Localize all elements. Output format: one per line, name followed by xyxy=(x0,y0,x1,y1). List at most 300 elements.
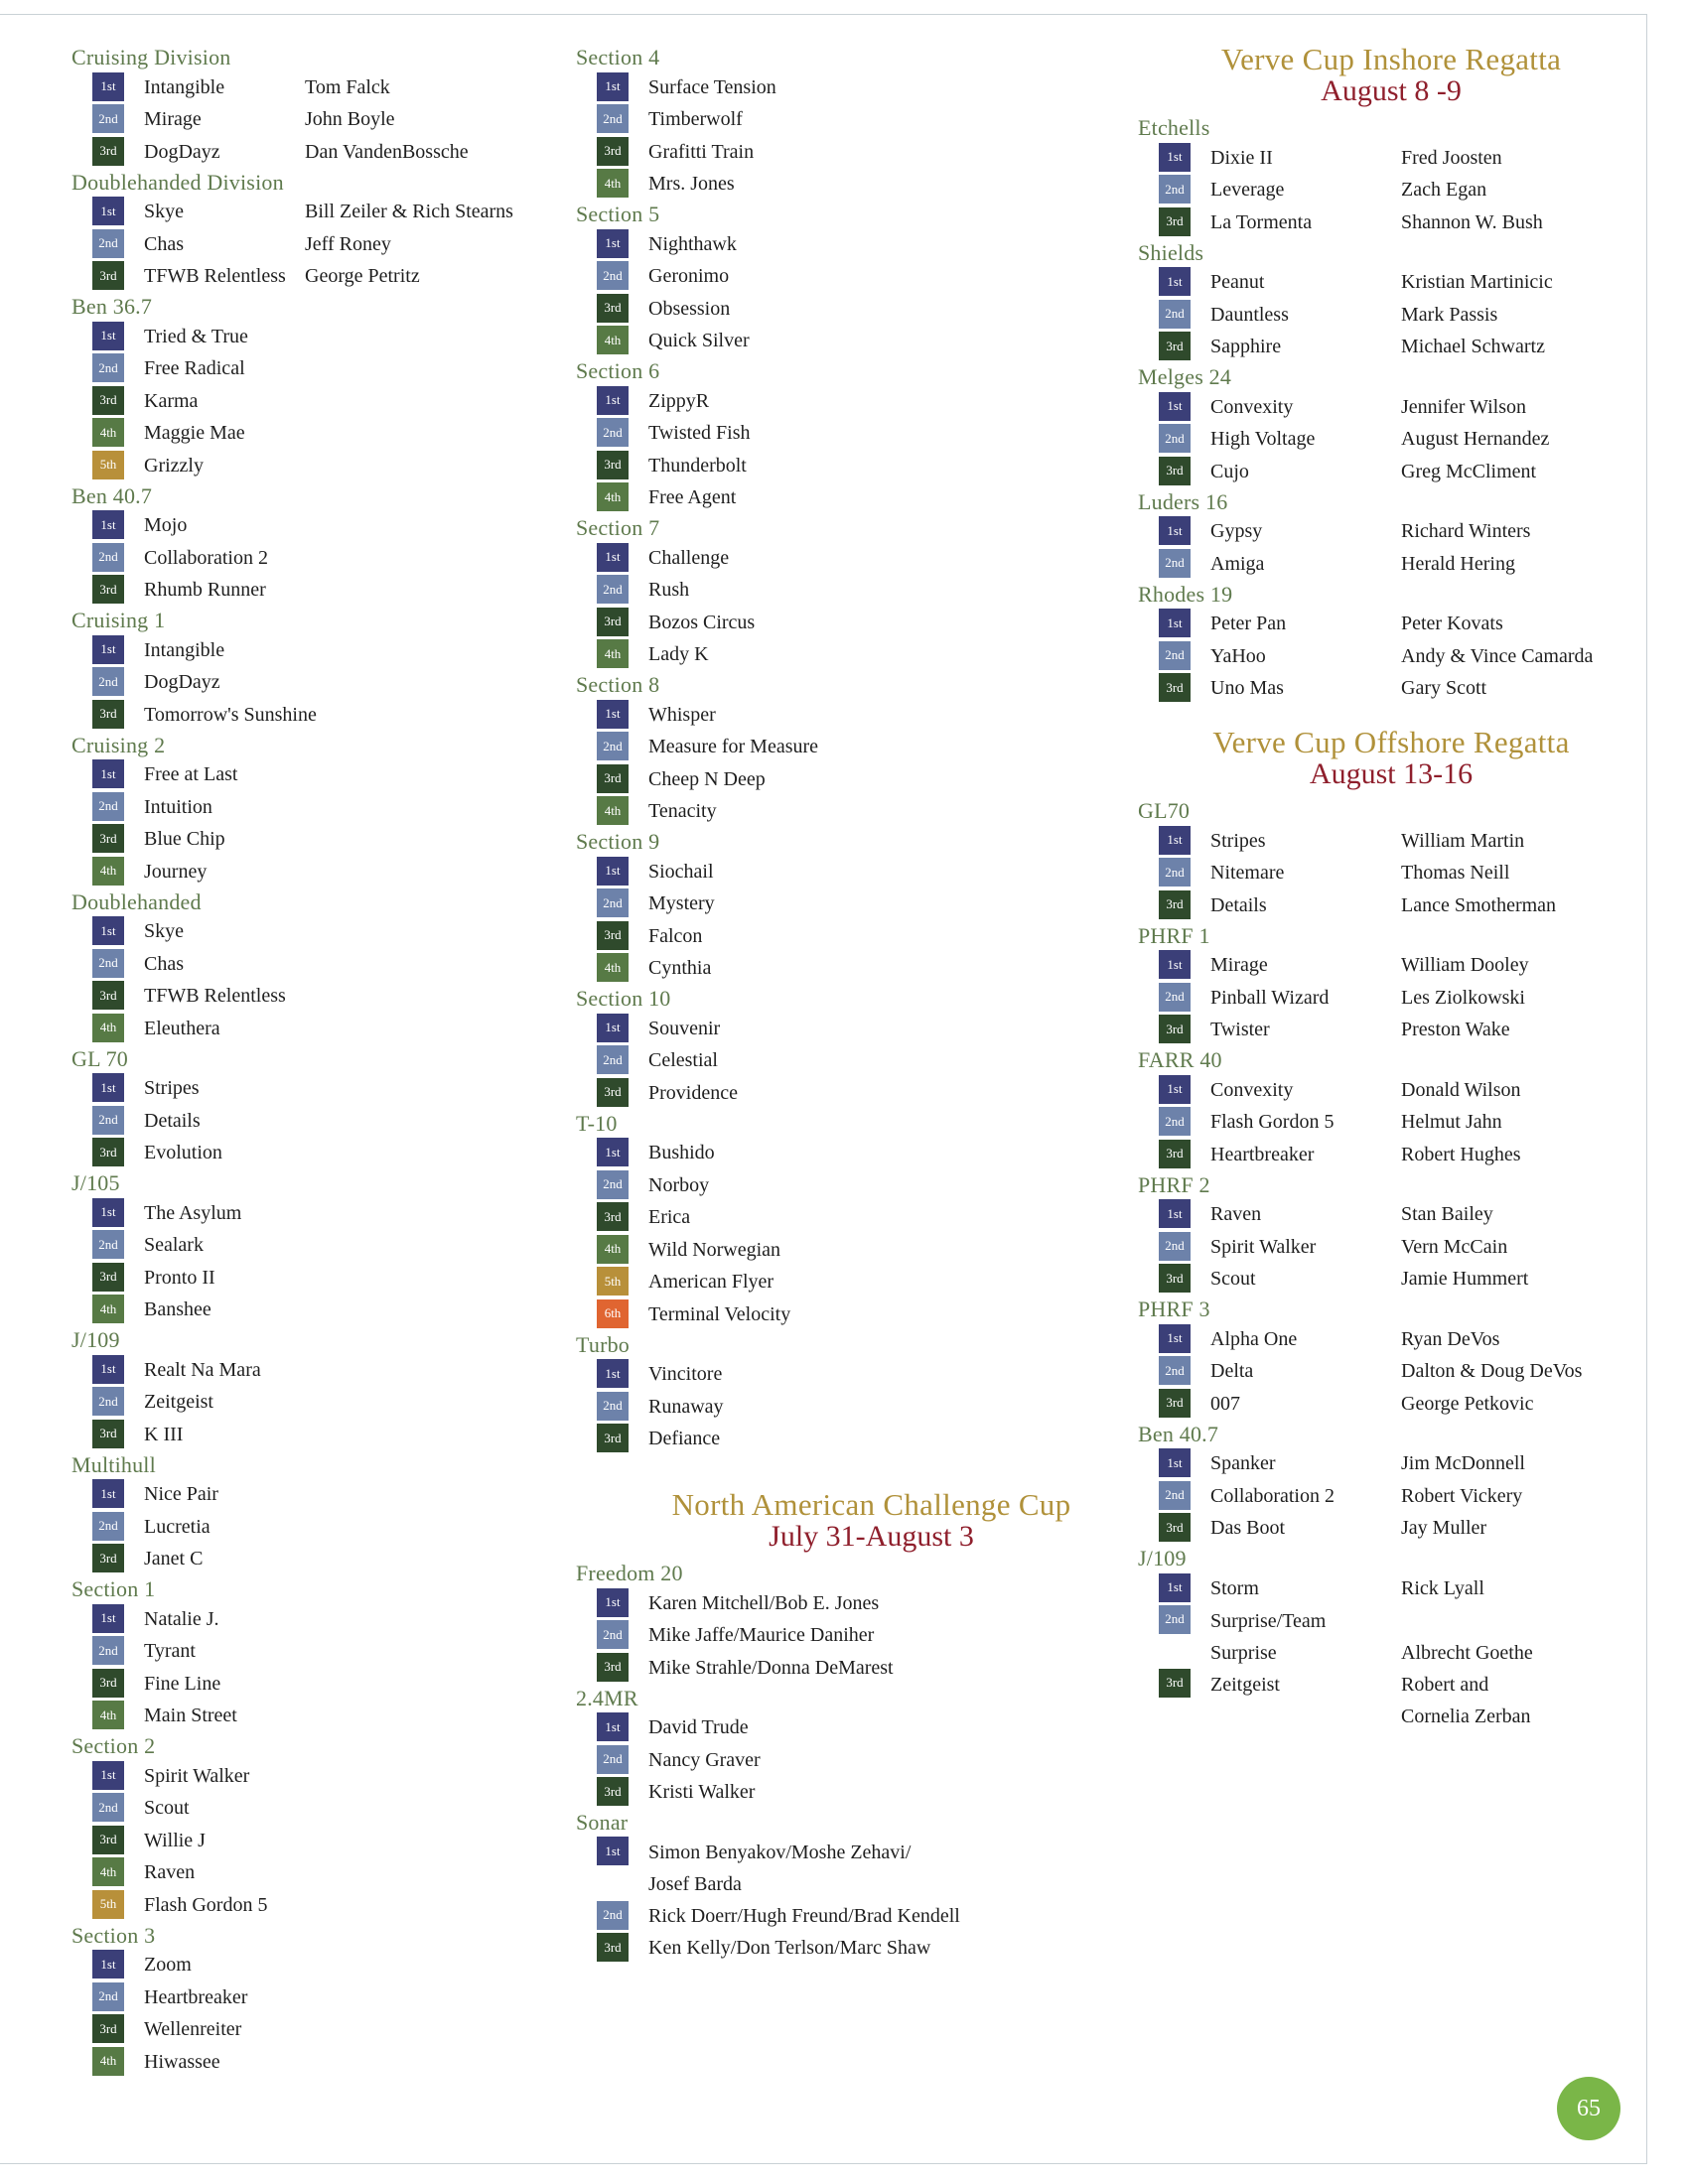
result-row xyxy=(576,1138,1132,1170)
place-badge: 3rd xyxy=(92,1669,124,1700)
division-title: Section 1 xyxy=(71,1576,156,1601)
boat-name: Grizzly xyxy=(144,454,204,477)
result-row xyxy=(71,856,588,888)
event-date: July 31-August 3 xyxy=(769,1520,974,1553)
boat-name: Providence xyxy=(648,1081,738,1104)
result-row xyxy=(71,824,588,857)
division-block xyxy=(1138,363,1644,488)
division-block xyxy=(1138,1296,1644,1421)
place-badge: 1st xyxy=(92,1761,124,1792)
place-badge: 1st xyxy=(1159,516,1191,547)
division-block xyxy=(71,293,588,482)
result-row xyxy=(71,791,588,824)
result-row xyxy=(1138,1605,1644,1669)
place-badge: 3rd xyxy=(1159,1669,1191,1700)
boat-name: Sealark xyxy=(144,1234,204,1257)
skipper-name: Richard Winters xyxy=(1401,520,1531,543)
division-block xyxy=(71,1451,588,1576)
boat-name: Gypsy xyxy=(1210,520,1263,543)
place-badge: 4th xyxy=(597,796,629,827)
place-badge: 1st xyxy=(597,1712,629,1743)
division-block xyxy=(576,201,1132,357)
result-row xyxy=(71,634,588,667)
result-row xyxy=(1138,1015,1644,1047)
place-badge: 2nd xyxy=(92,1982,124,2013)
boat-name: Intangible xyxy=(144,638,225,661)
result-row xyxy=(71,1603,588,1636)
skipper-name: Jamie Hummert xyxy=(1401,1268,1529,1291)
place-badge: 5th xyxy=(92,451,124,481)
place-badge: 1st xyxy=(92,916,124,947)
place-badge: 3rd xyxy=(1159,1140,1191,1170)
result-row xyxy=(1138,1388,1644,1421)
place-badge: 4th xyxy=(597,169,629,200)
boat-name-continued: Josef Barda xyxy=(648,1873,742,1895)
boat-name: Cynthia xyxy=(648,957,712,980)
division-title: Luders 16 xyxy=(1138,488,1228,514)
event-section xyxy=(71,44,588,2079)
boat-name: Chas xyxy=(144,232,184,255)
boat-name: Bushido xyxy=(648,1142,715,1164)
boat-name: Fine Line xyxy=(144,1672,221,1695)
boat-name: Surprise/Team xyxy=(1210,1609,1327,1632)
boat-name: Mirage xyxy=(1210,954,1268,977)
division-block xyxy=(71,1575,588,1732)
skipper-name-continued: Albrecht Goethe xyxy=(1401,1641,1533,1664)
event-date: August 8 -9 xyxy=(1321,74,1462,107)
result-row xyxy=(71,1636,588,1669)
result-row xyxy=(71,1419,588,1451)
skipper-name: Jay Muller xyxy=(1401,1517,1487,1540)
boat-name: Kristi Walker xyxy=(648,1781,756,1804)
event-name: Verve Cup Inshore Regatta xyxy=(1220,42,1562,76)
result-row xyxy=(1138,424,1644,457)
boat-name: Obsession xyxy=(648,297,731,320)
place-badge: 1st xyxy=(1159,609,1191,639)
result-row xyxy=(576,763,1132,796)
result-row xyxy=(71,2046,588,2079)
place-badge: 2nd xyxy=(92,543,124,574)
division-title: Cruising 1 xyxy=(71,608,166,632)
result-row xyxy=(71,981,588,1014)
place-badge: 1st xyxy=(92,1198,124,1229)
division-title: Doublehanded Division xyxy=(71,169,284,195)
skipper-name: George Petritz xyxy=(305,265,420,288)
result-row xyxy=(576,1169,1132,1202)
place-badge: 2nd xyxy=(1159,175,1191,205)
place-badge: 2nd xyxy=(597,1745,629,1776)
result-row xyxy=(71,1073,588,1106)
place-badge: 1st xyxy=(1159,1075,1191,1106)
boat-name: Flash Gordon 5 xyxy=(144,1893,268,1916)
boat-name: Skye xyxy=(144,920,184,943)
result-row xyxy=(576,1424,1132,1456)
result-row xyxy=(71,1387,588,1420)
place-badge: 1st xyxy=(597,1588,629,1619)
result-row xyxy=(71,385,588,418)
boat-name: Mike Strahle/Donna DeMarest xyxy=(648,1656,894,1679)
division-block xyxy=(1138,1545,1644,1727)
result-row xyxy=(71,510,588,543)
division-title: Turbo xyxy=(576,1331,630,1357)
result-row xyxy=(576,1267,1132,1299)
place-badge: 1st xyxy=(92,1479,124,1510)
skipper-name: Bill Zeiler & Rich Stearns xyxy=(305,201,513,223)
place-badge: 2nd xyxy=(597,261,629,292)
boat-name: Peanut xyxy=(1210,271,1265,294)
result-row xyxy=(71,1230,588,1263)
result-row xyxy=(71,1354,588,1387)
place-badge: 3rd xyxy=(92,1138,124,1168)
boat-name: Scout xyxy=(1210,1268,1256,1291)
place-badge: 2nd xyxy=(1159,1232,1191,1263)
boat-name: Dauntless xyxy=(1210,303,1289,326)
place-badge: 3rd xyxy=(597,137,629,168)
boat-name: Wellenreiter xyxy=(144,2018,242,2041)
result-row xyxy=(71,1511,588,1544)
place-badge: 2nd xyxy=(1159,983,1191,1014)
place-badge: 3rd xyxy=(597,1424,629,1454)
result-row xyxy=(576,104,1132,137)
skipper-name: Robert Vickery xyxy=(1401,1484,1523,1507)
boat-name: Natalie J. xyxy=(144,1607,219,1630)
result-row xyxy=(71,1889,588,1922)
result-row xyxy=(576,1620,1132,1653)
result-row xyxy=(71,136,588,169)
boat-name: Flash Gordon 5 xyxy=(1210,1111,1335,1134)
boat-name: Spirit Walker xyxy=(1210,1235,1317,1258)
skipper-name: Gary Scott xyxy=(1401,677,1487,700)
division-title: Section 2 xyxy=(71,1733,156,1758)
boat-name: Banshee xyxy=(144,1298,211,1321)
result-row xyxy=(1138,1199,1644,1232)
results-column-3 xyxy=(1138,42,1644,1727)
boat-name: DogDayz xyxy=(144,671,220,694)
boat-name: Collaboration 2 xyxy=(1210,1484,1335,1507)
boat-name: Mojo xyxy=(144,514,188,537)
event-title xyxy=(1138,44,1644,106)
result-row xyxy=(1138,673,1644,706)
skipper-name: Robert Hughes xyxy=(1401,1143,1521,1165)
skipper-name: Stan Bailey xyxy=(1401,1203,1493,1226)
result-row xyxy=(1138,332,1644,364)
place-badge: 2nd xyxy=(597,418,629,449)
place-badge: 5th xyxy=(597,1267,629,1297)
result-row xyxy=(71,759,588,792)
place-badge: 2nd xyxy=(597,1045,629,1076)
place-badge: 1st xyxy=(1159,950,1191,981)
skipper-name: Tom Falck xyxy=(305,75,390,98)
boat-name: Intuition xyxy=(144,795,212,818)
division-block xyxy=(71,1169,588,1326)
division-title: FARR 40 xyxy=(1138,1047,1222,1072)
boat-name: Mike Jaffe/Maurice Daniher xyxy=(648,1624,875,1647)
result-row xyxy=(576,1900,1132,1933)
place-badge: 2nd xyxy=(597,1620,629,1651)
place-badge: 1st xyxy=(1159,1448,1191,1479)
division-title: 2.4MR xyxy=(576,1685,638,1710)
division-block xyxy=(71,1732,588,1922)
place-badge: 2nd xyxy=(92,949,124,980)
boat-name: Pinball Wizard xyxy=(1210,986,1330,1009)
result-row xyxy=(71,1857,588,1890)
place-badge: 2nd xyxy=(1159,858,1191,888)
place-badge: 3rd xyxy=(1159,207,1191,238)
division-title: Rhodes 19 xyxy=(1138,581,1233,607)
division-title: PHRF 3 xyxy=(1138,1297,1210,1321)
boat-name: Evolution xyxy=(144,1142,222,1164)
division-title: Doublehanded xyxy=(71,888,202,914)
boat-name: ZippyR xyxy=(648,389,710,412)
division-title: Section 4 xyxy=(576,45,660,69)
division-title: PHRF 1 xyxy=(1138,922,1210,948)
skipper-name: Jeff Roney xyxy=(305,232,391,255)
event-name: North American Challenge Cup xyxy=(671,1487,1071,1522)
division-title: Sonar xyxy=(576,1810,629,1835)
boat-name: Rhumb Runner xyxy=(144,579,266,602)
boat-name: Free Radical xyxy=(144,357,245,380)
boat-name-block xyxy=(1210,1605,1326,1669)
boat-name: Heartbreaker xyxy=(1210,1143,1315,1165)
result-row xyxy=(576,1234,1132,1267)
skipper-name: William Martin xyxy=(1401,829,1525,852)
place-badge: 2nd xyxy=(92,792,124,823)
place-badge: 4th xyxy=(597,639,629,670)
boat-name: Stripes xyxy=(144,1077,200,1100)
result-row xyxy=(71,667,588,700)
place-badge: 1st xyxy=(597,1837,629,1867)
skipper-name: Herald Hering xyxy=(1401,552,1515,575)
event-section xyxy=(1138,725,1644,1727)
result-row xyxy=(576,575,1132,608)
boat-name: American Flyer xyxy=(648,1271,774,1294)
boat-name: Erica xyxy=(648,1206,691,1229)
division-block xyxy=(576,671,1132,828)
result-row xyxy=(71,1668,588,1701)
boat-name: DogDayz xyxy=(144,140,220,163)
boat-name: Thunderbolt xyxy=(648,454,747,477)
result-row xyxy=(71,699,588,732)
result-row xyxy=(1138,1264,1644,1297)
boat-name: Leverage xyxy=(1210,179,1285,202)
result-row xyxy=(576,450,1132,482)
boat-name: TFWB Relentless xyxy=(144,985,286,1008)
boat-name: 007 xyxy=(1210,1392,1240,1415)
division-title: Section 3 xyxy=(71,1922,156,1948)
boat-name: David Trude xyxy=(648,1716,749,1739)
boat-name: Spanker xyxy=(1210,1452,1276,1475)
place-badge: 1st xyxy=(597,229,629,260)
result-row xyxy=(71,1544,588,1576)
skipper-name: Jim McDonnell xyxy=(1401,1452,1525,1475)
division-block xyxy=(1138,114,1644,239)
boat-name: Surface Tension xyxy=(648,75,776,98)
division-title: Ben 36.7 xyxy=(71,294,153,319)
division-block xyxy=(71,1922,588,2079)
result-row xyxy=(576,482,1132,515)
boat-name: Nighthawk xyxy=(648,232,737,255)
boat-name: Raven xyxy=(144,1861,196,1884)
boat-name: Wild Norwegian xyxy=(648,1238,781,1261)
boat-name: Willie J xyxy=(144,1829,206,1851)
boat-name: Celestial xyxy=(648,1049,718,1072)
place-badge: 4th xyxy=(597,953,629,984)
place-badge: 1st xyxy=(1159,267,1191,298)
result-row xyxy=(71,1197,588,1230)
boat-name: Tomorrow's Sunshine xyxy=(144,703,317,726)
result-row xyxy=(576,1837,1132,1900)
division-block xyxy=(71,44,588,169)
boat-name: Whisper xyxy=(648,703,716,726)
boat-name: Falcon xyxy=(648,924,703,947)
division-block xyxy=(576,44,1132,201)
boat-name: Zeitgeist xyxy=(1210,1673,1280,1696)
result-row xyxy=(1138,1074,1644,1107)
event-section xyxy=(576,44,1132,1455)
place-badge: 3rd xyxy=(92,981,124,1012)
boat-name: Realt Na Mara xyxy=(144,1358,261,1381)
division-block xyxy=(71,732,588,888)
boat-name: Scout xyxy=(144,1797,190,1820)
result-row xyxy=(1138,1139,1644,1171)
boat-name: Storm xyxy=(1210,1576,1259,1599)
division-title: J/109 xyxy=(71,1327,120,1352)
skipper-name: Dan VandenBossche xyxy=(305,140,469,163)
event-title xyxy=(611,1489,1132,1552)
place-badge: 3rd xyxy=(1159,890,1191,921)
result-row xyxy=(576,169,1132,202)
place-badge: 2nd xyxy=(1159,424,1191,455)
skipper-name: August Hernandez xyxy=(1401,428,1550,451)
result-row xyxy=(1138,142,1644,175)
result-row xyxy=(576,888,1132,921)
place-badge: 3rd xyxy=(1159,1264,1191,1295)
result-row xyxy=(71,948,588,981)
place-badge: 4th xyxy=(597,1235,629,1266)
boat-name: Geronimo xyxy=(648,265,730,288)
boat-name: Simon Benyakov/Moshe Zehavi/ xyxy=(648,1842,912,1863)
division-block xyxy=(1138,581,1644,706)
place-badge: 5th xyxy=(92,1890,124,1921)
division-title: Section 10 xyxy=(576,986,671,1011)
boat-name: Karen Mitchell/Bob E. Jones xyxy=(648,1591,880,1614)
division-block xyxy=(1138,1171,1644,1297)
place-badge: 1st xyxy=(92,759,124,790)
place-badge: 3rd xyxy=(1159,332,1191,362)
place-badge: 2nd xyxy=(92,353,124,384)
event-name: Verve Cup Offshore Regatta xyxy=(1212,725,1570,759)
division-title: Ben 40.7 xyxy=(1138,1421,1219,1446)
place-badge: 1st xyxy=(1159,1199,1191,1230)
place-badge: 2nd xyxy=(92,1230,124,1261)
result-row xyxy=(576,1933,1132,1966)
place-badge: 1st xyxy=(1159,1324,1191,1355)
boat-name: Twisted Fish xyxy=(648,422,751,445)
division-title: Section 9 xyxy=(576,829,660,854)
skipper-name: Dalton & Doug DeVos xyxy=(1401,1360,1583,1383)
division-block xyxy=(576,357,1132,514)
result-row xyxy=(1138,1448,1644,1481)
place-badge: 3rd xyxy=(1159,673,1191,704)
boat-name: Bozos Circus xyxy=(648,611,756,633)
result-row xyxy=(1138,1107,1644,1140)
boat-name: Tried & True xyxy=(144,325,248,347)
division-title: T-10 xyxy=(576,1110,618,1136)
boat-name: Defiance xyxy=(648,1428,721,1450)
skipper-name: Greg McCliment xyxy=(1401,460,1537,482)
division-block xyxy=(576,1110,1132,1331)
result-row xyxy=(71,261,588,294)
place-badge: 2nd xyxy=(1159,300,1191,331)
result-row xyxy=(1138,1356,1644,1389)
result-row xyxy=(576,1652,1132,1685)
place-badge: 1st xyxy=(92,322,124,352)
result-row xyxy=(576,385,1132,418)
place-badge: 3rd xyxy=(92,1544,124,1574)
result-row xyxy=(576,1744,1132,1777)
boat-name: Stripes xyxy=(1210,829,1266,852)
place-badge: 3rd xyxy=(92,1826,124,1856)
skipper-name: Mark Passis xyxy=(1401,303,1498,326)
result-row xyxy=(71,71,588,104)
place-badge: 1st xyxy=(92,635,124,666)
result-row xyxy=(576,639,1132,672)
boat-name: Main Street xyxy=(144,1705,237,1727)
place-badge: 1st xyxy=(597,857,629,887)
boat-name: Measure for Measure xyxy=(648,736,819,758)
boat-name: Ken Kelly/Don Terlson/Marc Shaw xyxy=(648,1937,931,1960)
boat-name: Das Boot xyxy=(1210,1517,1285,1540)
division-title: Section 6 xyxy=(576,358,660,383)
division-block xyxy=(71,1326,588,1451)
boat-name: Lucretia xyxy=(144,1515,211,1538)
place-badge: 2nd xyxy=(597,104,629,135)
division-block xyxy=(576,828,1132,985)
skipper-name: Peter Kovats xyxy=(1401,613,1503,635)
boat-name: High Voltage xyxy=(1210,428,1316,451)
place-badge: 1st xyxy=(597,700,629,731)
results-column-2 xyxy=(576,44,1132,1965)
place-badge: 1st xyxy=(1159,826,1191,857)
boat-name: Nice Pair xyxy=(144,1483,218,1506)
result-row xyxy=(1138,206,1644,239)
boat-name: Convexity xyxy=(1210,1078,1294,1101)
place-badge: 2nd xyxy=(597,1170,629,1201)
result-row xyxy=(576,920,1132,953)
result-row xyxy=(71,575,588,608)
division-title: GL 70 xyxy=(71,1045,129,1071)
boat-name: Eleuthera xyxy=(144,1017,220,1039)
division-block xyxy=(576,514,1132,671)
boat-name: Tyrant xyxy=(144,1640,196,1663)
result-row xyxy=(576,1202,1132,1235)
skipper-name: Rick Lyall xyxy=(1401,1576,1484,1599)
page-number-badge: 65 xyxy=(1557,2077,1620,2140)
boat-name: Terminal Velocity xyxy=(648,1302,791,1325)
result-row xyxy=(1138,1669,1644,1727)
skipper-name: Lance Smotherman xyxy=(1401,893,1557,916)
place-badge: 3rd xyxy=(597,921,629,952)
place-badge: 1st xyxy=(597,1359,629,1390)
place-badge: 3rd xyxy=(597,1653,629,1684)
place-badge: 4th xyxy=(92,1701,124,1731)
skipper-name-continued: Cornelia Zerban xyxy=(1401,1705,1531,1727)
division-title: Cruising Division xyxy=(71,45,231,69)
boat-name: Siochail xyxy=(648,860,714,883)
boat-name: Timberwolf xyxy=(648,108,743,131)
place-badge: 2nd xyxy=(597,888,629,919)
place-badge: 2nd xyxy=(597,1901,629,1932)
